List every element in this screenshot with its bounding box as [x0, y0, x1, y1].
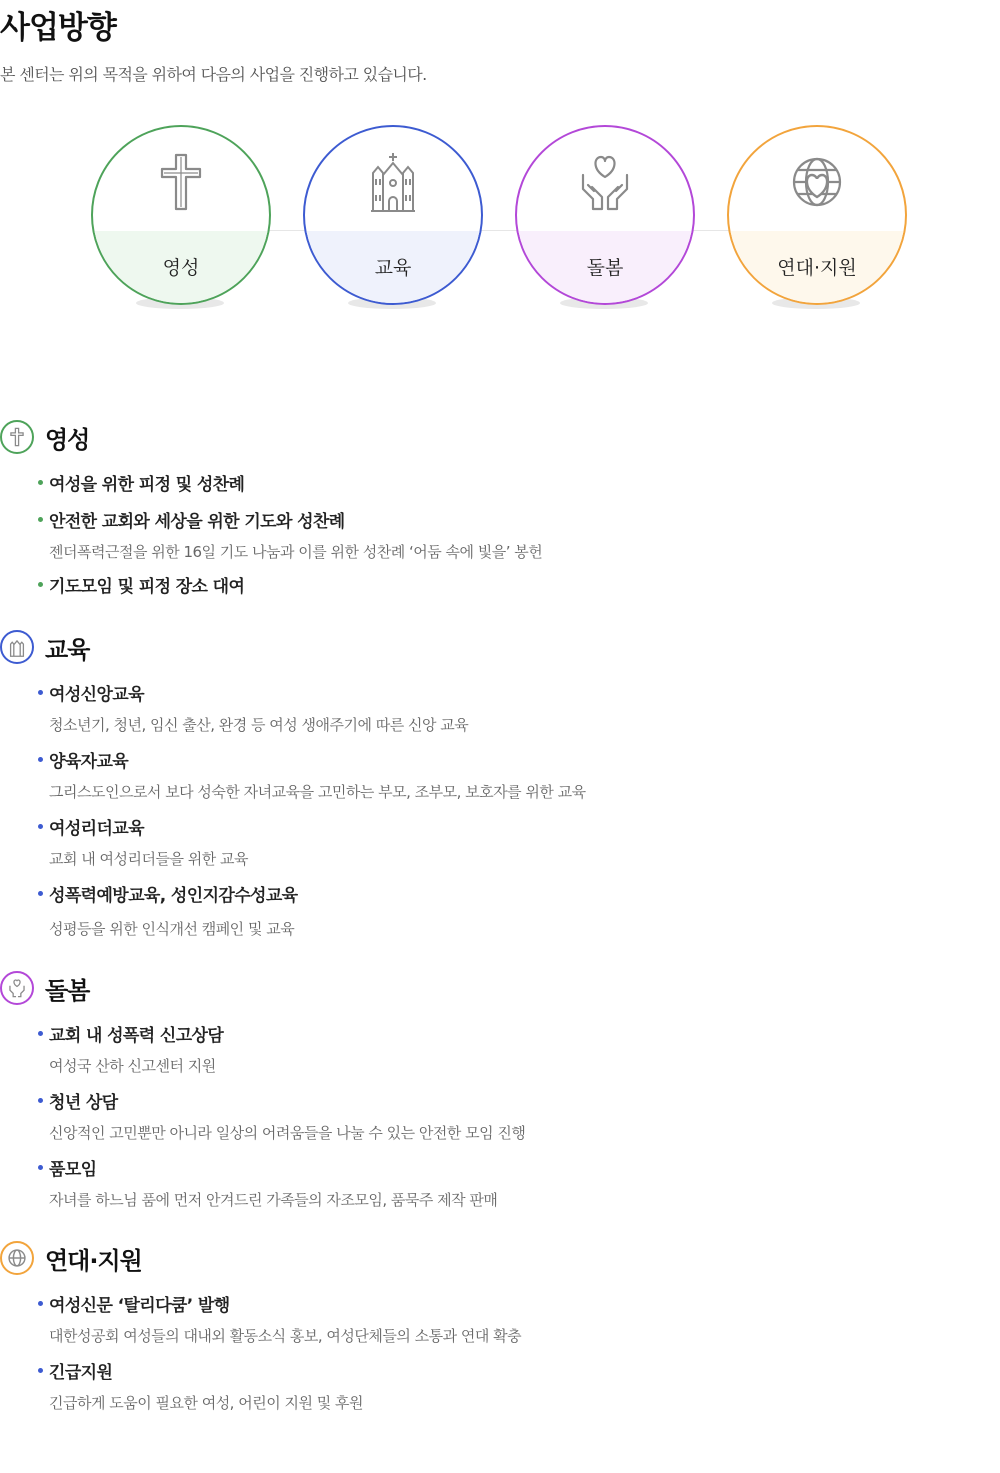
item-title: 여성리더교육	[38, 814, 1000, 839]
item-title: 청년 상담	[38, 1088, 1000, 1113]
circle-spirituality	[91, 125, 271, 310]
list-item	[38, 680, 1000, 735]
item-description: 긴급하게 도움이 필요한 여성, 어린이 지원 및 후원	[49, 1394, 363, 1412]
cross-icon	[156, 151, 206, 213]
section-title: 돌봄	[45, 977, 90, 1005]
item-description: 신앙적인 고민뿐만 아니라 일상의 어려움들을 나눌 수 있는 안전한 모임 진행	[49, 1124, 526, 1142]
ministry-circles	[0, 120, 1000, 320]
item-description: 성평등을 위한 인식개선 캠페인 및 교육	[49, 920, 295, 938]
item-description: 대한성공회 여성들의 대내외 활동소식 홍보, 여성단체들의 소통과 연대 확충	[49, 1327, 522, 1345]
item-title: 안전한 교회와 세상을 위한 기도와 성찬례	[38, 507, 1000, 532]
section-title: 교육	[45, 636, 90, 664]
item-title: 교회 내 성폭력 신고상담	[38, 1021, 1000, 1046]
church-icon	[368, 151, 418, 213]
caring-hands-heart-icon	[580, 151, 630, 213]
list-item	[38, 814, 1000, 869]
list-item	[38, 1021, 1000, 1076]
item-title: 성폭력예방교육, 성인지감수성교육	[38, 881, 1000, 906]
section-solidarity	[0, 1241, 1000, 1413]
circle-label: 돌봄	[586, 257, 624, 279]
list-item	[38, 747, 1000, 802]
cross-icon	[0, 420, 34, 454]
list-item	[38, 881, 1000, 939]
item-description: 그리스도인으로서 보다 성숙한 자녀교육을 고민하는 부모, 조부모, 보호자를 위한 교육	[49, 783, 586, 801]
list-item	[38, 1358, 1000, 1413]
circle-label: 연대·지원	[777, 257, 857, 279]
section-title: 영성	[45, 426, 90, 454]
item-description: 젠더폭력근절을 위한 16일 기도 나눔과 이를 위한 성찬례 ‘어둠 속에 빛을’ 봉헌	[49, 543, 543, 561]
item-title: 품모임	[38, 1155, 1000, 1180]
item-title: 기도모임 및 피정 장소 대여	[38, 572, 1000, 597]
circle-label: 교육	[374, 257, 412, 279]
item-title: 긴급지원	[38, 1358, 1000, 1383]
item-title: 여성신문 ‘탈리다쿰’ 발행	[38, 1291, 1000, 1316]
list-item	[38, 470, 1000, 495]
section-education	[0, 630, 1000, 939]
circle-solidarity	[727, 125, 907, 310]
section-title: 연대·지원	[45, 1247, 142, 1275]
circle-label: 영성	[162, 257, 200, 279]
item-description: 여성국 산하 신고센터 지원	[49, 1057, 216, 1075]
item-title: 양육자교육	[38, 747, 1000, 772]
connector-line	[180, 230, 820, 231]
intro-text: 본 센터는 위의 목적을 위하여 다음의 사업을 진행하고 있습니다.	[0, 65, 427, 84]
circle-care	[515, 125, 695, 310]
circle-education	[303, 125, 483, 310]
list-item	[38, 1291, 1000, 1346]
item-description: 청소년기, 청년, 임신 출산, 완경 등 여성 생애주기에 따른 신앙 교육	[49, 716, 469, 734]
page-title: 사업방향	[0, 10, 116, 46]
item-description: 자녀를 하느님 품에 먼저 안겨드린 가족들의 자조모임, 품묵주 제작 판매	[49, 1191, 498, 1209]
list-item	[38, 1155, 1000, 1210]
globe-heart-icon	[0, 1241, 34, 1275]
item-description: 교회 내 여성리더들을 위한 교육	[49, 850, 248, 868]
caring-hands-heart-icon	[0, 971, 34, 1005]
list-item	[38, 572, 1000, 597]
globe-heart-icon	[792, 151, 842, 213]
church-icon	[0, 630, 34, 664]
list-item	[38, 1088, 1000, 1143]
item-title: 여성신앙교육	[38, 680, 1000, 705]
section-spirituality	[0, 420, 1000, 597]
list-item	[38, 507, 1000, 562]
section-care	[0, 971, 1000, 1210]
item-title: 여성을 위한 피정 및 성찬례	[38, 470, 1000, 495]
